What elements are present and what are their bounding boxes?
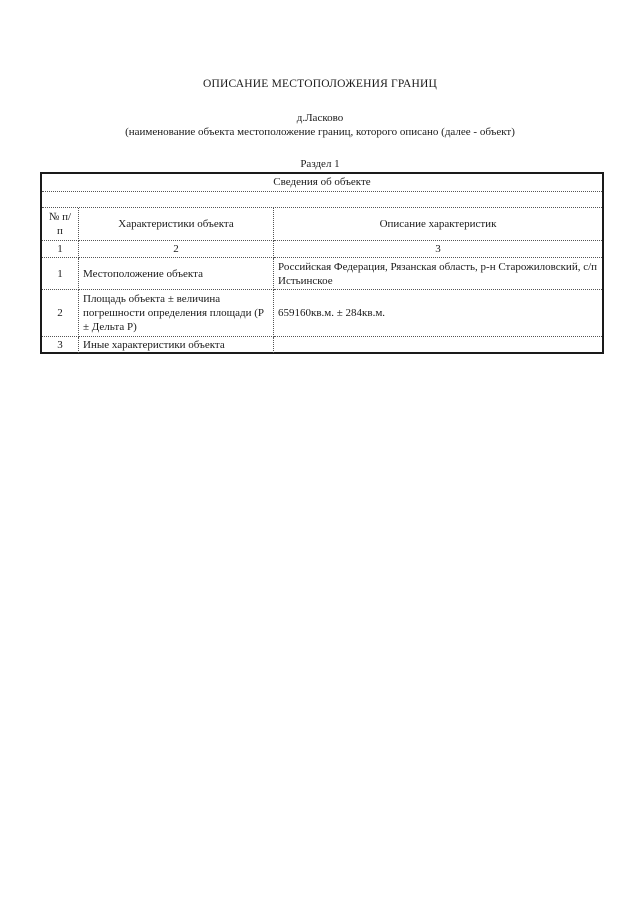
row-num: 3 (42, 337, 79, 354)
index-cell: 2 (79, 241, 274, 258)
table-row (42, 290, 602, 337)
row-characteristic: Местоположение объекта (79, 258, 274, 290)
document-title: ОПИСАНИЕ МЕСТОПОЛОЖЕНИЯ ГРАНИЦ (202, 78, 438, 90)
table-row (42, 258, 602, 290)
index-cell: 1 (42, 241, 79, 258)
row-num: 1 (42, 258, 79, 290)
row-description (274, 337, 603, 354)
table-index-row (42, 241, 602, 258)
row-num: 2 (42, 290, 79, 337)
header-characteristic: Характеристики объекта (79, 208, 274, 241)
section-label: Раздел 1 (300, 158, 340, 170)
row-description: Российская Федерация, Рязанская область, р-н Старожиловский, с/п Истьинское (274, 258, 603, 290)
table-row (42, 337, 602, 354)
object-name-hint: (наименование объекта местоположение границ, которого описано (далее - объект) (125, 126, 515, 138)
row-description: 659160кв.м. ± 284кв.м. (274, 290, 603, 337)
header-num: № п/п (42, 208, 79, 241)
header-description: Описание характеристик (274, 208, 603, 241)
table-header-row (42, 208, 602, 241)
object-info-table (40, 172, 604, 354)
row-characteristic: Площадь объекта ± величина погрешности определения площади (Р ± Дельта Р) (79, 290, 274, 337)
table-caption: Сведения об объекте (42, 174, 602, 192)
row-characteristic: Иные характеристики объекта (79, 337, 274, 354)
table-spacer-row (42, 191, 602, 208)
object-info-grid (42, 208, 602, 353)
index-cell: 3 (274, 241, 603, 258)
object-name: д.Ласково (296, 112, 344, 124)
